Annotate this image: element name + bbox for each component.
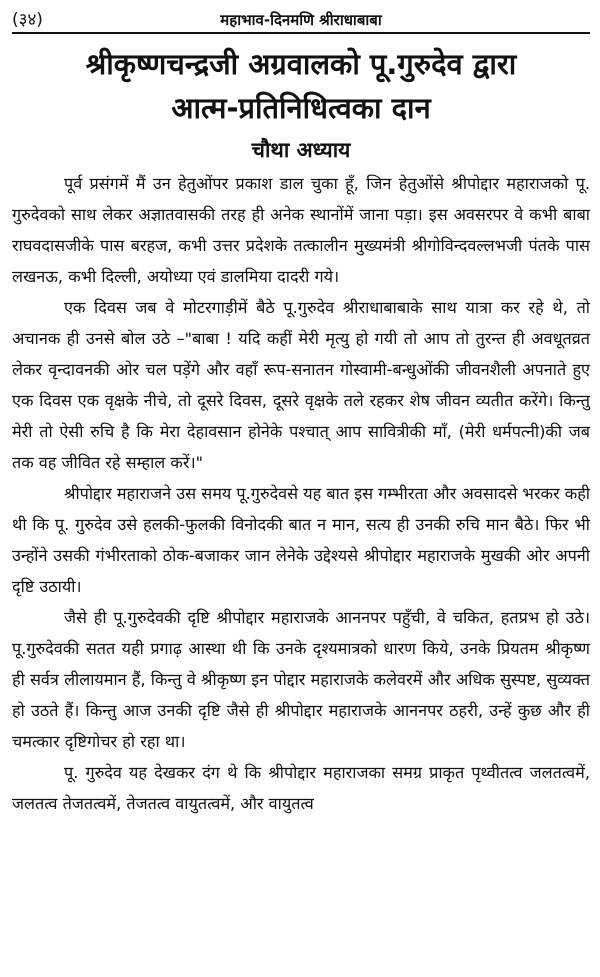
chapter-title-line-1: श्रीकृष्णचन्द्रजी अग्रवालको पू.गुरुदेव द्वारा — [85, 47, 517, 81]
page-header — [12, 0, 590, 34]
chapter-title-line-2: आत्म-प्रतिनिधित्वका दान — [171, 91, 431, 125]
page-number: (३४) — [12, 10, 43, 30]
paragraph-1: पूर्व प्रसंगमें मैं उन हेतुओंपर प्रकाश डाल चुका हूँ, जिन हेतुओंसे श्रीपोद्दार महाराजको पू. गुरुदेवको साथ लेकर अज्ञातवासकी तरह ही अनेक स्थानोंमें जाना पड़ा। इस अवसरपर वे कभी बाबा राघवदासजीके पास बरहज, कभी उत्तर प्रदेशके तत्कालीन मुख्यमंत्री श्रीगोविन्दवल्लभजी पंतके पास लखनऊ, कभी दिल्ली, अयोध्या एवं डालमिया दादरी गये। — [12, 174, 590, 286]
chapter-title — [12, 42, 590, 130]
paragraph-2: एक दिवस जब वे मोटरगाड़ीमें बैठे पू.गुरुदेव श्रीराधाबाबाके साथ यात्रा कर रहे थे, तो अचानक ही उनसे बोल उठे –"बाबा ! यदि कहीं मेरी मृत्यु हो गयी तो आप तो तुरन्त ही अवधूतव्रत लेकर वृन्दावनकी ओर चल पड़ेंगे और वहाँ रूप-सनातन गोस्वामी-बन्धुओंकी जीवनशैली अपनाते हुए एक दिवस एक वृक्षके नीचे, तो दूसरे दिवस, दूसरे वृक्षके तले रहकर शेष जीवन व्यतीत करेंगे। किन्तु मेरी तो ऐसी रुचि है कि मेरा देहावसान होनेके पश्चात् आप सावित्रीकी माँ, (मेरी धर्मपत्नी)की जब तक वह जीवित रहे सम्हाल करें।" — [12, 298, 590, 472]
paragraph-5: पू. गुरुदेव यह देखकर दंग थे कि श्रीपोद्दार महाराजका समग्र प्राकृत पृथ्वीतत्व जलतत्वमें, जलतत्व तेजतत्वमें, तेजतत्व वायुतत्वमें, और वायुतत्व — [12, 763, 590, 813]
running-title: महाभाव-दिनमणि श्रीराधाबाबा — [220, 11, 382, 29]
chapter-subtitle: चौथा अध्याय — [251, 138, 351, 162]
paragraph-3: श्रीपोद्दार महाराजने उस समय पू.गुरुदेवसे यह बात इस गम्भीरता और अवसादसे भरकर कही थी कि पू. गुरुदेव उसे हलकी-फुलकी विनोदकी बात न मान, सत्य ही उनकी रुचि मान बैठे। फिर भी उन्होंने उसकी गंभीरताको ठोक-बजाकर जान लेनेके उद्देश्यसे श्रीपोद्दार महाराजके मुखकी ओर अपनी दृष्टि उठायी। — [12, 484, 590, 596]
paragraph-4: जैसे ही पू.गुरुदेवकी दृष्टि श्रीपोद्दार महाराजके आननपर पहुँची, वे चकित, हतप्रभ हो उठे। पू.गुरुदेवकी सतत यही प्रगाढ़ आस्था थी कि उनके दृश्यमात्रको धारण किये, उनके प्रियतम श्रीकृष्ण ही सर्वत्र लीलायमान हैं, किन्तु वे श्रीकृष्ण इन पोद्दार महाराजके कलेवरमें और अधिक सुस्पष्ट, सुव्यक्त हो उठते हैं। किन्तु आज उनकी दृष्टि जैसे ही श्रीपोद्दार महाराजके आननपर ठहरी, उन्हें कुछ और ही चमत्कार दृष्टिगोचर हो रहा था। — [12, 608, 590, 751]
